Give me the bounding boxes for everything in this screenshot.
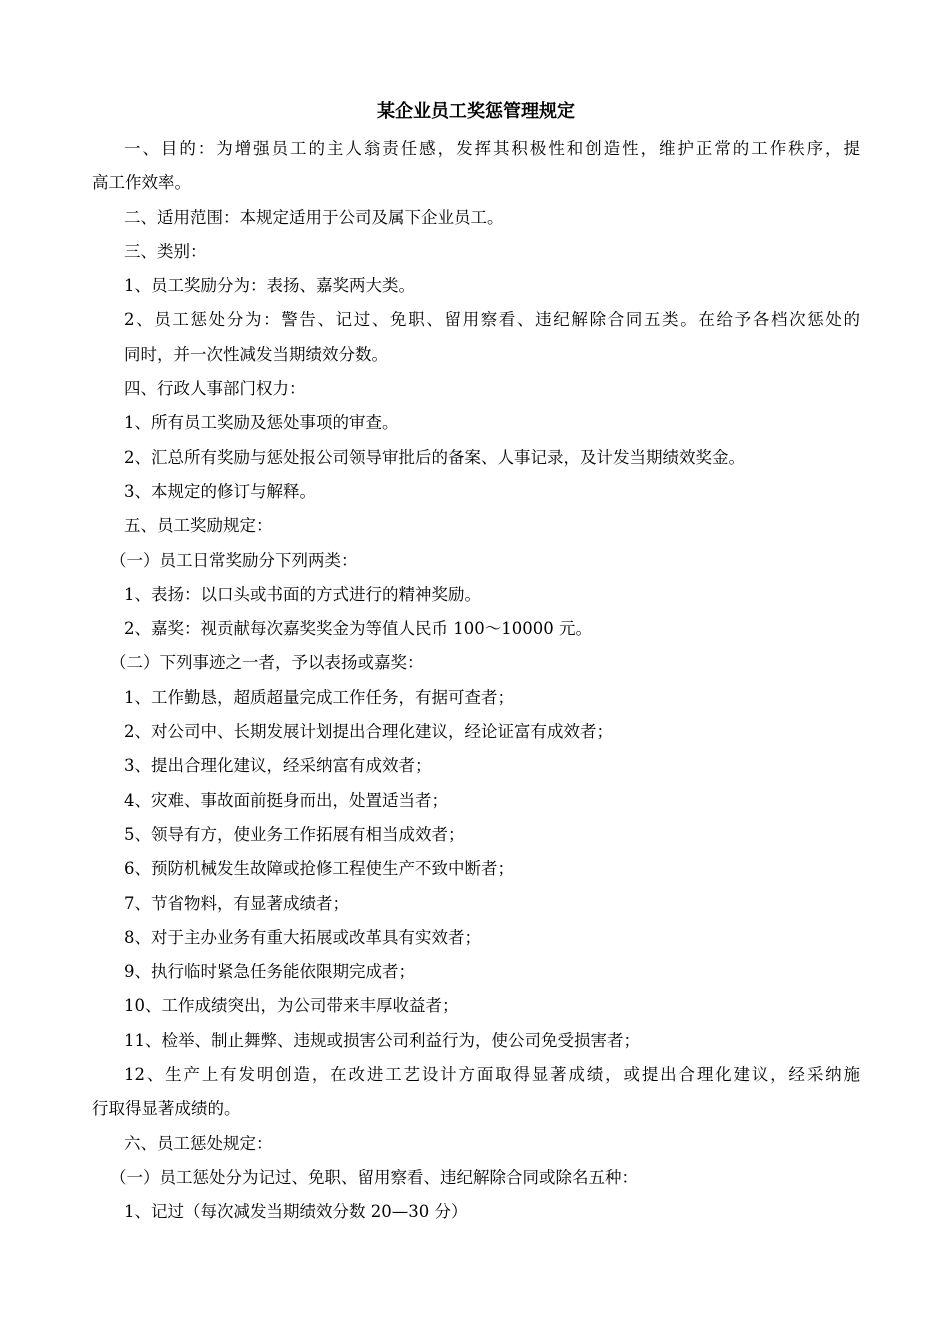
paragraph-line: 4、灾难、事故面前挺身而出，处置适当者； (124, 790, 448, 810)
paragraph-line: 高工作效率。 (92, 173, 191, 193)
paragraph-line: 1、所有员工奖励及惩处事项的审查。 (124, 413, 399, 433)
paragraph-line: （二）下列事迹之一者，予以表扬或嘉奖： (110, 653, 424, 673)
paragraph-line: 1、员工奖励分为：表扬、嘉奖两大类。 (124, 276, 415, 296)
paragraph-line: 10、工作成绩突出，为公司带来丰厚收益者； (124, 996, 459, 1016)
paragraph-line: 六、员工惩处规定： (124, 1133, 273, 1153)
paragraph-line: 11、检举、制止舞弊、违规或损害公司利益行为，使公司免受损害者； (124, 1030, 640, 1050)
paragraph-line: 9、执行临时紧急任务能依限期完成者； (124, 962, 415, 982)
document-title: 某企业员工奖惩管理规定 (377, 101, 575, 122)
paragraph-line: 同时，并一次性减发当期绩效分数。 (124, 344, 388, 364)
paragraph-line: 四、行政人事部门权力： (124, 379, 306, 399)
paragraph-line: 12、生产上有发明创造，在改进工艺设计方面取得显著成绩，或提出合理化建议，经采纳施 (124, 1065, 860, 1085)
paragraph-line: 8、对于主办业务有重大拓展或改革具有实效者； (124, 927, 481, 947)
paragraph-line: 1、工作勤恳，超质超量完成工作任务，有据可查者； (124, 687, 514, 707)
paragraph-line: 5、领导有方，使业务工作拓展有相当成效者； (124, 824, 465, 844)
paragraph-line: 1、表扬：以口头或书面的方式进行的精神奖励。 (124, 584, 481, 604)
paragraph-line: （一）员工惩处分为记过、免职、留用察看、违纪解除合同或除名五种： (110, 1167, 638, 1187)
paragraph-line: （一）员工日常奖励分下列两类： (110, 550, 358, 570)
paragraph-line: 2、对公司中、长期发展计划提出合理化建议，经论证富有成效者； (124, 722, 613, 742)
paragraph-line: 3、本规定的修订与解释。 (124, 481, 316, 501)
paragraph-line: 7、节省物料，有显著成绩者； (124, 893, 349, 913)
paragraph-line: 五、员工奖励规定： (124, 516, 273, 536)
paragraph-line: 2、嘉奖：视贡献每次嘉奖奖金为等值人民币 100～10000 元。 (124, 619, 592, 639)
paragraph-line: 二、适用范围：本规定适用于公司及属下企业员工。 (124, 207, 504, 227)
paragraph-line: 2、员工惩处分为：警告、记过、免职、留用察看、违纪解除合同五类。在给予各档次惩处的 (124, 310, 860, 330)
paragraph-line: 行取得显著成绩的。 (92, 1099, 241, 1119)
paragraph-line: 1、记过（每次减发当期绩效分数 20—30 分） (124, 1202, 468, 1222)
paragraph-line: 三、类别： (124, 241, 207, 261)
document-body (92, 132, 860, 1230)
paragraph-line: 6、预防机械发生故障或抢修工程使生产不致中断者； (124, 859, 514, 879)
paragraph-line: 3、提出合理化建议，经采纳富有成效者； (124, 756, 432, 776)
paragraph-line: 2、汇总所有奖励与惩处报公司领导审批后的备案、人事记录，及计发当期绩效奖金。 (124, 447, 745, 467)
paragraph-line: 一、目的：为增强员工的主人翁责任感，发挥其积极性和创造性，维护正常的工作秩序，提 (124, 139, 860, 158)
